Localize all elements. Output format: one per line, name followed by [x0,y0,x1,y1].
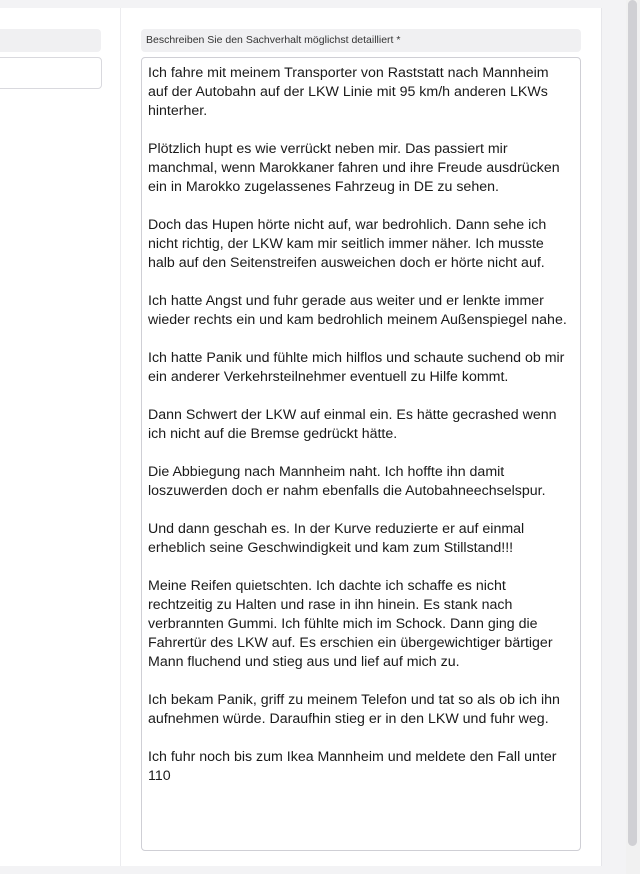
left-input-field[interactable] [0,57,102,89]
left-field-label [0,29,101,52]
paragraph: Meine Reifen quietschten. Ich dachte ich schaffe es nicht rechtzeitig zu Halten und rase in ihn hinein. Es stank nach verbrannten Gummi. Ich fühlte mich im Schock. Dann ging die Fahrertür des LKW auf. Es erschien ein übergewichtiger bärtiger Mann fluchend und stieg aus und lief auf mich zu. [148,578,553,670]
description-label: Beschreiben Sie den Sachverhalt möglichst detailliert * [141,29,581,52]
paragraph: Ich fahre mit meinem Transporter von Raststatt nach Mannheim auf der Autobahn auf der LKW Linie mit 95 km/h anderen LKWs hinterher. [148,65,549,119]
paragraph: Ich hatte Angst und fuhr gerade aus weiter und er lenkte immer wieder rechts ein und kam bedrohlich meinem Außenspiegel nahe. [148,293,567,328]
paragraph: Und dann geschah es. In der Kurve reduzierte er auf einmal erheblich seine Geschwindigkeit und kam zum Stillstand!!! [148,521,525,556]
paragraph: Ich bekam Panik, griff zu meinem Telefon und tat so als ob ich ihn aufnehmen würde. Daraufhin stieg er in den LKW und fuhr weg. [148,692,560,727]
paragraph: Dann Schwert der LKW auf einmal ein. Es hätte gecrashed wenn ich nicht auf die Bremse gedrückt hätte. [148,407,557,442]
column-divider [120,8,121,866]
paragraph: Doch das Hupen hörte nicht auf, war bedrohlich. Dann sehe ich nicht richtig, der LKW kam mir seitlich immer näher. Ich musste halb auf den Seitenstreifen ausweichen doch er hörte nicht auf. [148,217,547,271]
description-textarea[interactable] [141,57,581,851]
scrollbar-thumb[interactable] [628,0,637,846]
paragraph: Ich fuhr noch bis zum Ikea Mannheim und meldete den Fall unter 110 [148,749,557,784]
paragraph: Die Abbiegung nach Mannheim naht. Ich hoffte ihn damit loszuwerden doch er nahm ebenfalls die Autobahneechselspur. [148,464,546,499]
paragraph: Plötzlich hupt es wie verrückt neben mir. Das passiert mir manchmal, wenn Marokkaner fahren und ihre Freude ausdrücken ein in Marokko zugelassenes Fahrzeug in DE zu sehen. [148,141,560,195]
paragraph: Ich hatte Panik und fühlte mich hilflos und schaute suchend ob mir ein anderer Verkehrsteilnehmer eventuell zu Hilfe kommt. [148,350,565,385]
